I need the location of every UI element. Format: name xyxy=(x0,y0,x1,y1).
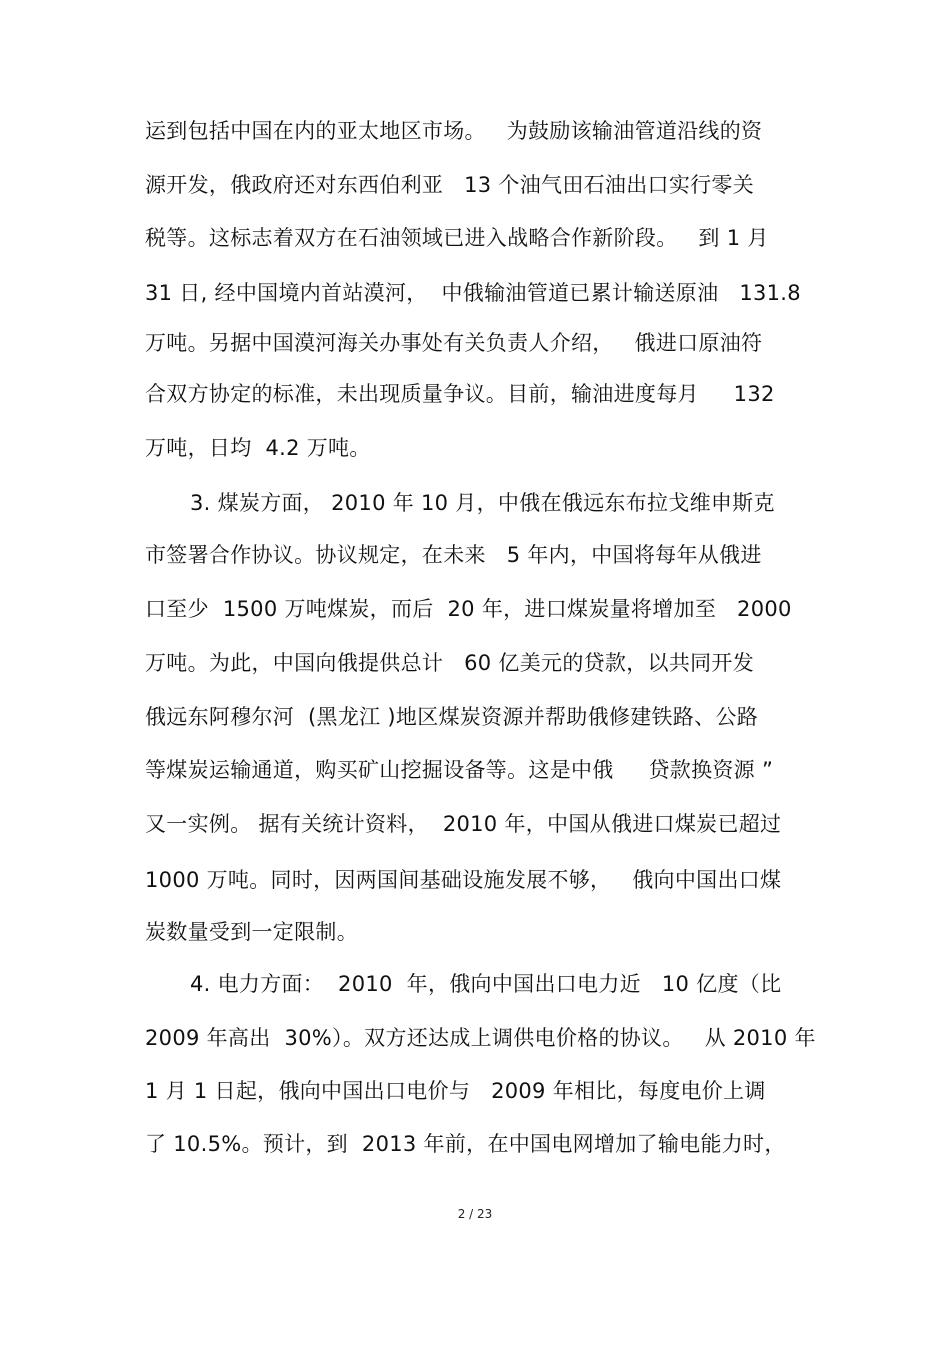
body-text-line: 1000 万吨。同时，因两国间基础设施发展不够， 俄向中国出口煤 xyxy=(145,868,782,892)
body-text-line: 万吨，日均 4.2 万吨。 xyxy=(145,436,371,460)
body-text-line: 运到包括中国在内的亚太地区市场。 为鼓励该输油管道沿线的资 xyxy=(145,119,763,143)
body-text-line: 万吨。为此，中国向俄提供总计 60 亿美元的贷款，以共同开发 xyxy=(145,651,755,675)
body-text-line: 等煤炭运输通道，购买矿山挖掘设备等。这是中俄 贷款换资源 ” xyxy=(145,758,774,782)
page-number: 2 / 23 xyxy=(457,1207,493,1221)
body-text-line: 2009 年高出 30%）。双方还达成上调供电价格的协议。 从 2010 年 xyxy=(145,1026,816,1050)
body-text-line: 又一实例。 据有关统计资料， 2010 年，中国从俄进口煤炭已超过 xyxy=(145,812,782,836)
section-heading-power: 4. 电力方面： 2010 年，俄向中国出口电力近 10 亿度（比 xyxy=(190,972,782,996)
body-text-line: 1 月 1 日起，俄向中国出口电价与 2009 年相比，每度电价上调 xyxy=(145,1079,766,1103)
body-text-line: 市签署合作协议。协议规定，在未来 5 年内，中国将每年从俄进 xyxy=(145,543,762,567)
body-text-line: 炭数量受到一定限制。 xyxy=(145,920,358,944)
body-text-line: 俄远东阿穆尔河 (黑龙江 )地区煤炭资源并帮助俄修建铁路、公路 xyxy=(145,705,759,729)
body-text-line: 了 10.5%。预计，到 2013 年前，在中国电网增加了输电能力时， xyxy=(145,1132,786,1156)
body-text-line: 万吨。另据中国漠河海关办事处有关负责人介绍， 俄进口原油符 xyxy=(145,331,763,355)
body-text-line: 31 日, 经中国境内首站漠河， 中俄输油管道已累计输送原油 131.8 xyxy=(145,281,801,305)
body-text-line: 税等。这标志着双方在石油领域已进入战略合作新阶段。 到 1 月 xyxy=(145,226,769,250)
body-text-line: 合双方协定的标准，未出现质量争议。目前，输油进度每月 132 xyxy=(145,382,775,406)
body-text-line: 源开发，俄政府还对东西伯利亚 13 个油气田石油出口实行零关 xyxy=(145,173,755,197)
body-text-line: 口至少 1500 万吨煤炭，而后 20 年，进口煤炭量将增加至 2000 xyxy=(145,597,792,621)
section-heading-coal: 3. 煤炭方面， 2010 年 10 月，中俄在俄远东布拉戈维申斯克 xyxy=(190,491,775,515)
